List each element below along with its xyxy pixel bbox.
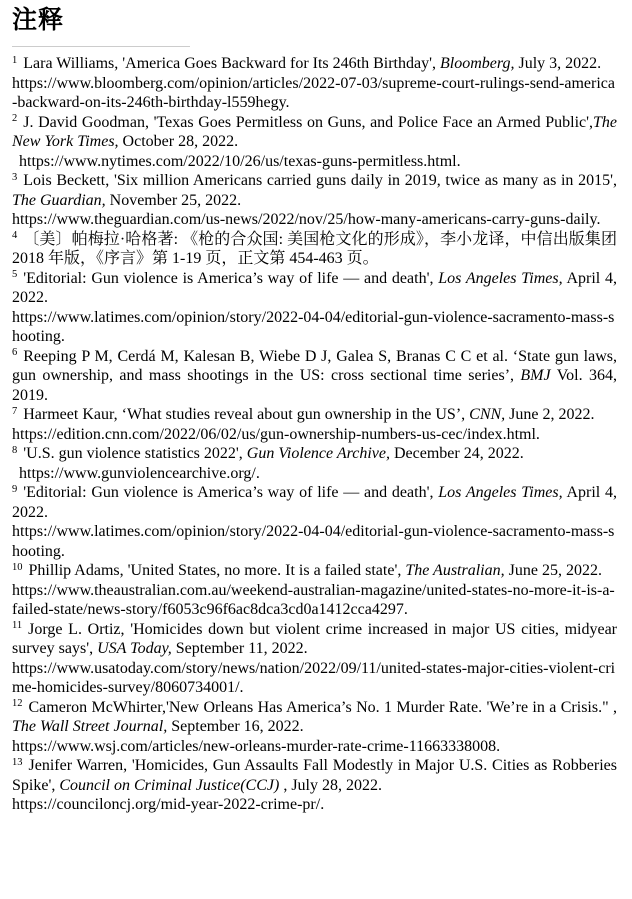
footnote (12, 620, 617, 698)
title-divider (12, 46, 190, 47)
citation-text: Cameron McWhirter,'New Orleans Has America’s No. 1 Murder Rate. 'We’re in a Crisis." , (28, 698, 617, 716)
footnote-text (12, 699, 617, 755)
footnote-text (12, 484, 617, 560)
citation-text: September 16, 2022. (167, 718, 304, 735)
footnote-text (12, 406, 595, 443)
footnote-text (12, 114, 617, 170)
citation-text: 'U.S. gun violence statistics 2022', (23, 445, 247, 462)
footnote-text (12, 55, 615, 111)
footnote-text (12, 445, 524, 482)
source-url: https://www.latimes.com/opinion/story/2022-04-04/editorial-gun-violence-sacramento-mass-shooting. (12, 308, 615, 345)
source-name: Los Angeles Times, (438, 269, 563, 287)
footnote-number: 5 (12, 269, 18, 280)
citation-text: Lara Williams, 'America Goes Backward for Its 246th Birthday', (23, 55, 440, 72)
source-url: https://edition.cnn.com/2022/06/02/us/gun-ownership-numbers-us-cec/index.html. (12, 425, 540, 443)
citation-text: October 28, 2022. (118, 133, 239, 150)
citation-text: , July 28, 2022. (279, 776, 382, 794)
footnote-number: 6 (12, 347, 18, 358)
citation-text: Phillip Adams, 'United States, no more. It is a failed state', (28, 562, 406, 579)
footnote-list (12, 54, 617, 815)
citation-text: April 4, 2022. (12, 269, 617, 306)
citation-text: December 24, 2022. (389, 445, 524, 462)
source-name: The Guardian, (12, 191, 106, 209)
citation-text: September 11, 2022. (171, 640, 308, 657)
footnote-number: 13 (12, 756, 23, 768)
footnote-number: 1 (12, 54, 18, 66)
source-name: BMJ (520, 367, 551, 384)
source-name: CNN, (469, 406, 506, 423)
footnote (12, 171, 617, 230)
source-url: https://www.bloomberg.com/opinion/articles/2022-07-03/supreme-court-rulings-send-america-backward-on-its-246th-birthday-l559hegy. (12, 74, 615, 111)
source-name: The Wall Street Journal, (12, 718, 168, 735)
citation-text: November 25, 2022. (105, 191, 242, 209)
footnote (12, 405, 617, 444)
source-url: https://www.theaustralian.com.au/weekend-australian-magazine/united-states-no-more-it-is-a-failed-state/news-story/f6053c96f6ac8dca3cd0a1412cca4297. (12, 581, 615, 618)
footnote-text (12, 172, 617, 228)
footnote (12, 54, 617, 113)
footnote (12, 561, 617, 620)
citation-text: Lois Beckett, 'Six million Americans carried guns daily in 2019, twice as many as in 2015', (23, 172, 617, 189)
footnote (12, 483, 617, 561)
footnote-number: 2 (12, 113, 18, 124)
footnote (12, 230, 617, 269)
source-url: https://www.wsj.com/articles/new-orleans-murder-rate-crime-11663338008. (12, 737, 501, 755)
citation-text: April 4, 2022. (12, 484, 617, 521)
source-url: https://www.theguardian.com/us-news/2022/nov/25/how-many-americans-carry-guns-daily. (12, 211, 601, 228)
footnote-number: 4 (12, 230, 18, 241)
citation-text: J. David Goodman, 'Texas Goes Permitless on Guns, and Police Face an Armed Public', (23, 113, 593, 131)
citation-text: Jenifer Warren, 'Homicides, Gun Assaults Fall Modestly in Major U.S. Cities as Robberies Spike', (12, 757, 617, 794)
citation-text: Harmeet Kaur, ‘What studies reveal about gun ownership in the US’, (23, 406, 470, 423)
citation-text: June 25, 2022. (504, 562, 602, 579)
source-url: https://www.nytimes.com/2022/10/26/us/texas-guns-permitless.html. (19, 152, 461, 170)
source-name: Bloomberg, (439, 55, 515, 72)
citation-text: 〔美〕帕梅拉·哈格著: 《枪的合众国: 美国枪文化的形成》，李小龙译，中信出版集团 2018 年版，《序言》第 1-19 页，正文第 454-463 页。 (12, 230, 617, 267)
citation-text: July 3, 2022. (514, 55, 602, 72)
footnote-number: 3 (12, 171, 18, 183)
citation-text: Reeping P M, Cerdá M, Kalesan B, Wiebe D J, Galea S, Branas C C et al. ‘State gun laws, gun ownership, and mass shootings in the US: cross sectional time series’, (12, 347, 617, 384)
source-name: Gun Violence Archive, (246, 445, 390, 462)
footnote-text (12, 562, 615, 618)
source-url: https://www.latimes.com/opinion/story/2022-04-04/editorial-gun-violence-sacramento-mass-shooting. (12, 523, 615, 560)
source-name: The Australian, (405, 562, 505, 579)
footnote (12, 347, 617, 406)
footnote (12, 444, 617, 483)
footnote (12, 113, 617, 172)
footnote (12, 698, 617, 757)
footnote (12, 756, 617, 815)
citation-text: 'Editorial: Gun violence is America’s way of life — and death', (23, 269, 439, 287)
footnote-text (12, 348, 617, 404)
citation-text: 'Editorial: Gun violence is America’s way of life — and death', (23, 484, 439, 501)
source-url: https://counciloncj.org/mid-year-2022-crime-pr/. (12, 796, 325, 813)
footnote (12, 269, 617, 347)
footnote-number: 10 (12, 561, 23, 573)
source-name: Council on Criminal Justice(CCJ) (59, 776, 280, 794)
source-url: https://www.usatoday.com/story/news/nation/2022/09/11/united-states-major-cities-violent-crime-homicides-survey/8060734001/. (12, 659, 616, 696)
footnote-number: 9 (12, 483, 18, 495)
footnote-text (12, 757, 617, 813)
citation-text: Vol. 364, 2019. (12, 367, 618, 404)
footnote-text (12, 621, 617, 697)
footnote-text (12, 231, 617, 268)
footnote-number: 7 (12, 405, 18, 417)
source-url: https://www.gunviolencearchive.org/. (19, 464, 260, 482)
source-name: Los Angeles Times, (438, 484, 563, 501)
citation-text: June 2, 2022. (505, 406, 595, 423)
footnote-number: 11 (12, 620, 23, 631)
footnote-number: 12 (12, 698, 23, 709)
source-name: USA Today, (97, 640, 172, 657)
page-title: 注释 (12, 7, 65, 34)
citation-text: Jorge L. Ortiz, 'Homicides down but violent crime increased in major US cities, midyear survey says', (12, 620, 617, 657)
footnote-number: 8 (12, 444, 18, 456)
source-name: The New York Times, (12, 113, 617, 150)
footnote-text (12, 270, 617, 346)
